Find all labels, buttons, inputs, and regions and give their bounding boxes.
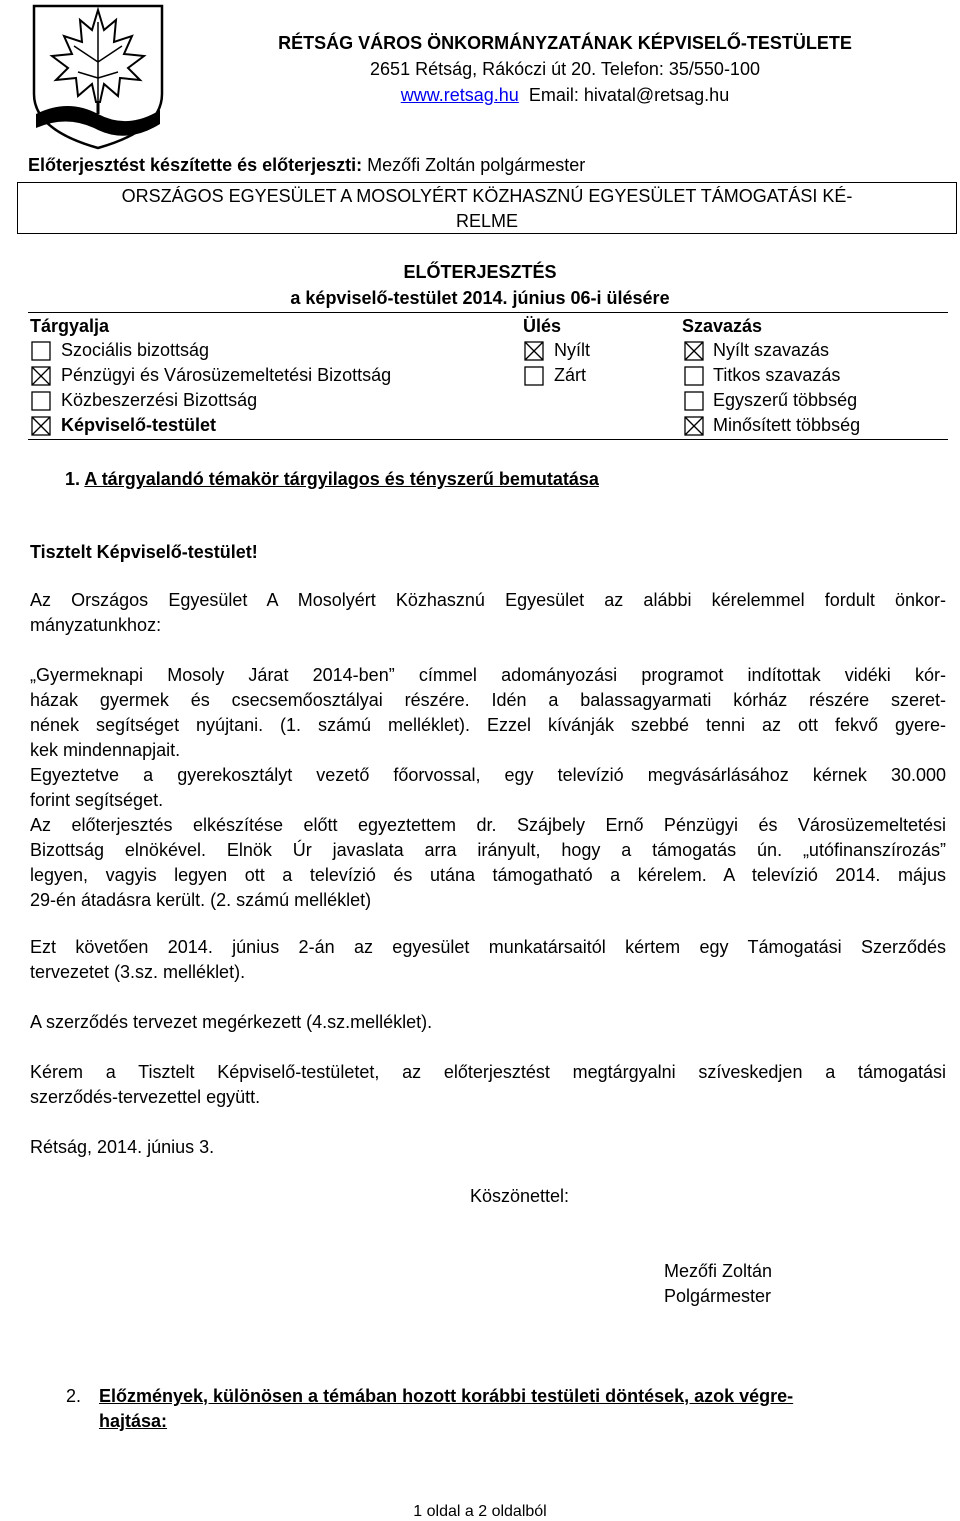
presenter-label: Előterjesztést készítette és előterjeszti: (28, 155, 363, 175)
table-top-rule (28, 312, 948, 313)
vote-label-1: Titkos szavazás (713, 365, 841, 385)
email-text: Email: hivatal@retsag.hu (528, 85, 730, 105)
section-1-number: 1. (65, 469, 81, 489)
discusses-checkbox-3[interactable] (31, 416, 51, 436)
discusses-label-0: Szociális bizottság (61, 340, 210, 360)
body-p7-line-1: szerződés-tervezettel együtt. (30, 1087, 261, 1107)
page-footer: 1 oldal a 2 oldalból (413, 1503, 547, 1520)
body-p1-line-1: mányzatunkhoz: (30, 615, 162, 635)
vote-checkbox-2[interactable] (684, 391, 704, 411)
council-address: 2651 Rétság, Rákóczi út 20. Telefon: 35/550-100 (370, 59, 760, 79)
vote-checkbox-3[interactable] (684, 416, 704, 436)
proposal-title: ELŐTERJESZTÉS (403, 262, 557, 282)
discusses-label-2: Közbeszerzési Bizottság (61, 390, 258, 410)
section-1-title: A tárgyalandó témakör tárgyilagos és tényszerű bemutatása (84, 469, 599, 489)
discusses-checkbox-1[interactable] (31, 366, 51, 386)
body-p4-line-1: Bizottság elnökével. Elnök Úr javaslata arra irányult, hogy a támogatás ún. „utófinanszírozás” (30, 840, 946, 860)
place-date: Rétság, 2014. június 3. (30, 1137, 215, 1157)
col-header-vote: Szavazás (682, 316, 763, 336)
col-header-discusses: Tárgyalja (30, 316, 110, 336)
section-2-title-line-2: hajtása: (99, 1411, 168, 1431)
discusses-label-3: Képviselő-testület (61, 415, 217, 435)
signature-name: Mezőfi Zoltán (664, 1261, 773, 1281)
signature-role: Polgármester (664, 1286, 772, 1306)
body-p2-line-0: „Gyermeknapi Mosoly Járat 2014-ben” címmel adományozási programot indítottak vidéki kór- (30, 665, 946, 685)
body-p5-line-1: tervezetet (3.sz. melléklet). (30, 962, 246, 982)
body-p2-line-3: kek mindennapjait. (30, 740, 181, 760)
website-link[interactable]: www.retsag.hu (400, 85, 519, 105)
session-checkbox-1[interactable] (524, 366, 544, 386)
vote-label-0: Nyílt szavazás (713, 340, 830, 360)
section-2-title-line-1: Előzmények, különösen a témában hozott korábbi testületi döntések, azok végre- (99, 1386, 794, 1406)
col-header-session: Ülés (523, 316, 562, 336)
proposal-subtitle: a képviselő-testület 2014. június 06-i ülésére (290, 288, 670, 308)
body-p1-line-0: Az Országos Egyesület A Mosolyért Közhasznú Egyesület az alábbi kérelemmel fordult önkor- (30, 590, 946, 610)
presenter-line (28, 155, 585, 176)
body-p4-line-2: legyen, vagyis legyen ott a televízió és utána támogatható a kérelem. A televízió 2014. május (30, 865, 946, 885)
closing: Köszönettel: (470, 1186, 570, 1206)
vote-checkbox-0[interactable] (684, 341, 704, 361)
coat-of-arms-logo (28, 2, 168, 150)
section-1-heading (65, 469, 599, 490)
section-2-number: 2. (66, 1386, 82, 1406)
session-checkbox-0[interactable] (524, 341, 544, 361)
vote-checkbox-1[interactable] (684, 366, 704, 386)
body-p7-line-0: Kérem a Tisztelt Képviselő-testületet, az előterjesztést megtárgyalni szíveskedjen a támogatási (30, 1062, 946, 1082)
presenter-name: Mezőfi Zoltán polgármester (367, 155, 586, 175)
body-p2-line-2: nének segítséget nyújtani. (1. számú melléklet). Ezzel kívánják szebbé tenni az ott fekvő gyere- (30, 715, 946, 735)
session-label-1: Zárt (554, 365, 587, 385)
discusses-checkbox-0[interactable] (31, 341, 51, 361)
subject-box (17, 182, 957, 234)
vote-label-3: Minősített többség (713, 415, 861, 435)
body-p2-line-1: házak gyermek és csecsemőosztályai részére. Idén a balassagyarmati kórház részére szeret- (30, 690, 946, 710)
subject-line-2: RELME (455, 211, 518, 231)
subject-line-1: ORSZÁGOS EGYESÜLET A MOSOLYÉRT KÖZHASZNÚ EGYESÜLET TÁMOGATÁSI KÉ- (121, 186, 853, 206)
body-p3-line-1: forint segítséget. (30, 790, 164, 810)
discusses-label-1: Pénzügyi és Városüzemeltetési Bizottság (61, 365, 392, 385)
body-p6: A szerződés tervezet megérkezett (4.sz.melléklet). (30, 1012, 433, 1032)
body-p3-line-0: Egyeztetve a gyerekosztályt vezető főorvossal, egy televízió megvásárlásához kérnek 30.000 (30, 765, 946, 785)
salutation: Tisztelt Képviselő-testület! (30, 542, 258, 562)
session-label-0: Nyílt (554, 340, 590, 360)
body-p4-line-0: Az előterjesztés elkészítése előtt egyeztettem dr. Szájbely Ernő Pénzügyi és Városüzemeltetési (30, 815, 946, 835)
council-title: RÉTSÁG VÁROS ÖNKORMÁNYZATÁNAK KÉPVISELŐ-TESTÜLETE (278, 33, 852, 53)
body-p5-line-0: Ezt követően 2014. június 2-án az egyesület munkatársaitól kértem egy Támogatási Szerződés (30, 937, 946, 957)
contact-line (170, 85, 960, 106)
discusses-checkbox-2[interactable] (31, 391, 51, 411)
body-p4-line-3: 29-én átadásra került. (2. számú melléklet) (30, 890, 372, 910)
table-bottom-rule (28, 439, 948, 440)
vote-label-2: Egyszerű többség (713, 390, 858, 410)
